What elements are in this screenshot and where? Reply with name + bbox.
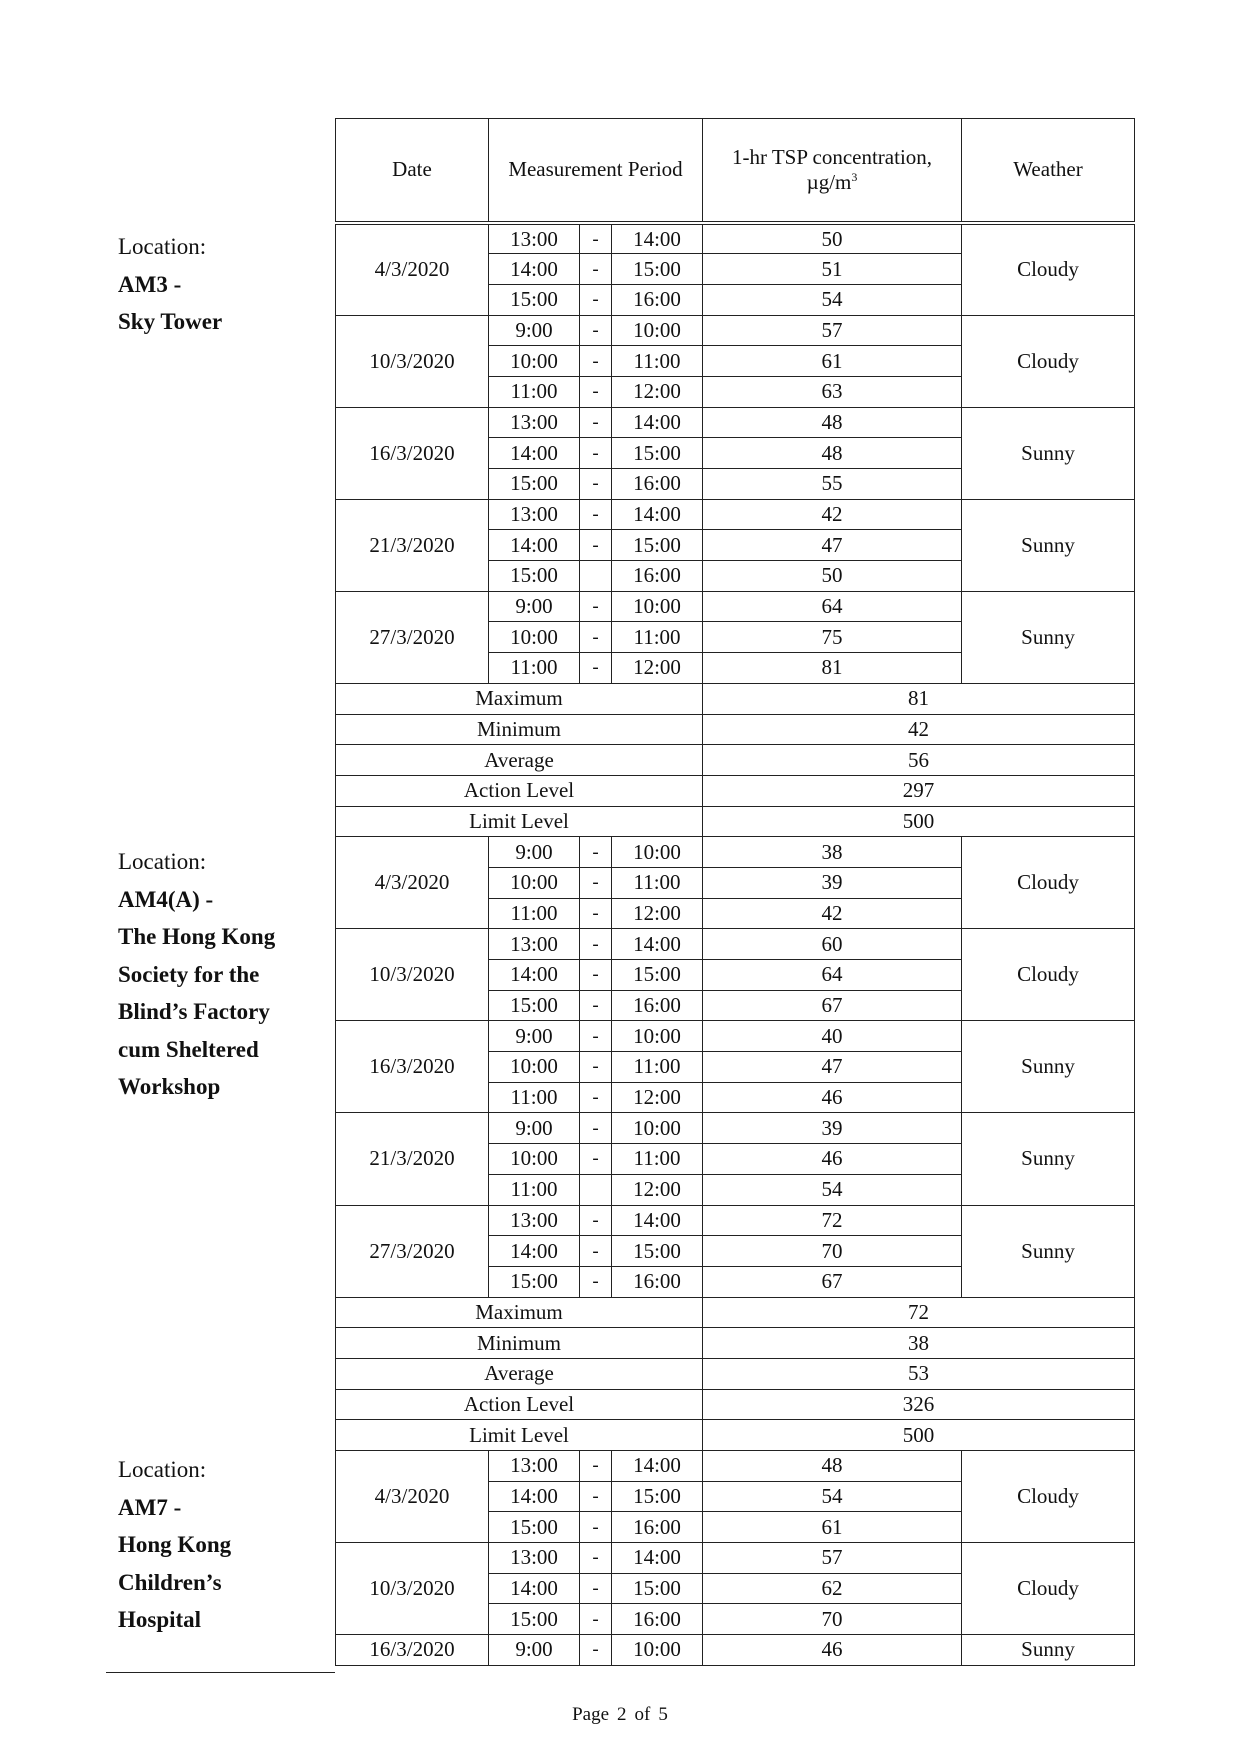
concentration-cell: 67	[703, 1266, 962, 1297]
period-separator-cell: -	[580, 1236, 612, 1267]
weather-cell: Sunny	[962, 499, 1135, 591]
concentration-cell: 39	[703, 1113, 962, 1144]
period-to-cell: 10:00	[612, 1021, 703, 1052]
period-from-cell: 10:00	[489, 1144, 580, 1175]
period-from-cell: 14:00	[489, 1236, 580, 1267]
period-to-cell: 12:00	[612, 898, 703, 929]
period-from-cell: 14:00	[489, 1573, 580, 1604]
location-name-line: cum Sheltered	[118, 1036, 259, 1062]
period-separator-cell: -	[580, 929, 612, 960]
period-separator-cell: -	[580, 837, 612, 868]
table-row	[336, 591, 1135, 622]
period-separator-cell: -	[580, 960, 612, 991]
location-label: Location:	[118, 849, 207, 874]
weather-cell: Cloudy	[962, 929, 1135, 1021]
date-cell: 4/3/2020	[336, 1451, 489, 1543]
period-from-cell: 13:00	[489, 1543, 580, 1574]
period-separator-cell: -	[580, 591, 612, 622]
period-from-cell: 14:00	[489, 1481, 580, 1512]
location-code: AM3 -	[118, 271, 182, 297]
concentration-cell: 57	[703, 1543, 962, 1574]
concentration-cell: 54	[703, 1481, 962, 1512]
summary-value-cell: 42	[703, 714, 1135, 745]
summary-row	[336, 714, 1135, 745]
period-to-cell: 10:00	[612, 837, 703, 868]
period-separator-cell: -	[580, 990, 612, 1021]
summary-label-cell: Average	[336, 745, 703, 776]
period-from-cell: 11:00	[489, 653, 580, 684]
period-to-cell: 16:00	[612, 990, 703, 1021]
concentration-cell: 64	[703, 591, 962, 622]
summary-row	[336, 1389, 1135, 1420]
date-cell: 4/3/2020	[336, 223, 489, 315]
period-separator-cell: -	[580, 1052, 612, 1083]
concentration-header	[703, 119, 962, 224]
period-from-cell: 10:00	[489, 867, 580, 898]
period-from-cell: 15:00	[489, 561, 580, 592]
period-to-cell: 15:00	[612, 1236, 703, 1267]
period-from-cell: 9:00	[489, 1635, 580, 1666]
period-separator-cell: -	[580, 530, 612, 561]
period-from-cell: 11:00	[489, 1174, 580, 1205]
concentration-cell: 50	[703, 223, 962, 254]
summary-value-cell: 72	[703, 1297, 1135, 1328]
table-row	[336, 1113, 1135, 1144]
summary-row	[336, 775, 1135, 806]
period-from-cell: 9:00	[489, 1113, 580, 1144]
period-from-cell: 10:00	[489, 622, 580, 653]
summary-value-cell: 38	[703, 1328, 1135, 1359]
table-row	[336, 315, 1135, 346]
summary-row	[336, 806, 1135, 837]
period-separator-cell: -	[580, 469, 612, 500]
period-to-cell: 14:00	[612, 407, 703, 438]
table-body	[336, 223, 1135, 1665]
concentration-cell: 38	[703, 837, 962, 868]
period-header: Measurement Period	[489, 119, 703, 224]
period-separator-cell: -	[580, 407, 612, 438]
period-to-cell: 16:00	[612, 1604, 703, 1635]
location-name-line: Hospital	[118, 1607, 202, 1632]
concentration-cell: 46	[703, 1144, 962, 1175]
weather-cell: Sunny	[962, 1635, 1135, 1666]
concentration-cell: 48	[703, 407, 962, 438]
date-cell: 10/3/2020	[336, 929, 489, 1021]
concentration-header-text: 1-hr TSP concentration,	[731, 144, 933, 169]
weather-cell: Cloudy	[962, 1543, 1135, 1635]
location-code: AM7 -	[118, 1494, 182, 1520]
period-to-cell: 10:00	[612, 591, 703, 622]
period-to-cell: 14:00	[612, 223, 703, 254]
summary-value-cell: 81	[703, 683, 1135, 714]
period-separator-cell: -	[580, 1144, 612, 1175]
date-cell: 10/3/2020	[336, 1543, 489, 1635]
concentration-cell: 70	[703, 1604, 962, 1635]
period-separator-cell: -	[580, 1635, 612, 1666]
period-to-cell: 14:00	[612, 499, 703, 530]
period-separator-cell: -	[580, 376, 612, 407]
concentration-cell: 47	[703, 1052, 962, 1083]
summary-label-cell: Action Level	[336, 1389, 703, 1420]
summary-label-cell: Minimum	[336, 1328, 703, 1359]
period-from-cell: 14:00	[489, 960, 580, 991]
concentration-cell: 40	[703, 1021, 962, 1052]
summary-label-cell: Maximum	[336, 1297, 703, 1328]
period-to-cell: 10:00	[612, 1635, 703, 1666]
footer-page-word: Page	[572, 1704, 610, 1725]
location-code: AM4(A) -	[118, 886, 214, 912]
footer-page-number: 2	[617, 1704, 627, 1725]
table-header-row	[336, 119, 1135, 224]
period-from-cell: 11:00	[489, 1082, 580, 1113]
period-from-cell: 9:00	[489, 315, 580, 346]
period-to-cell: 11:00	[612, 346, 703, 377]
footer-total-pages: 5	[658, 1704, 668, 1725]
period-from-cell: 10:00	[489, 1052, 580, 1083]
location-label: Location:	[118, 234, 207, 259]
summary-label-cell: Average	[336, 1358, 703, 1389]
date-cell: 16/3/2020	[336, 407, 489, 499]
summary-label-cell: Action Level	[336, 775, 703, 806]
period-separator-cell: -	[580, 346, 612, 377]
period-to-cell: 16:00	[612, 1512, 703, 1543]
period-to-cell: 15:00	[612, 438, 703, 469]
summary-row	[336, 1328, 1135, 1359]
period-to-cell: 11:00	[612, 1144, 703, 1175]
summary-value-cell: 53	[703, 1358, 1135, 1389]
period-separator-cell: -	[580, 898, 612, 929]
period-to-cell: 15:00	[612, 530, 703, 561]
concentration-cell: 46	[703, 1082, 962, 1113]
period-separator-cell	[580, 561, 612, 592]
period-to-cell: 11:00	[612, 1052, 703, 1083]
table-row	[336, 223, 1135, 254]
period-from-cell: 11:00	[489, 898, 580, 929]
period-separator-cell	[580, 1174, 612, 1205]
date-cell: 21/3/2020	[336, 499, 489, 591]
period-from-cell: 13:00	[489, 499, 580, 530]
period-to-cell: 11:00	[612, 867, 703, 898]
period-to-cell: 12:00	[612, 376, 703, 407]
period-separator-cell: -	[580, 1266, 612, 1297]
weather-cell: Cloudy	[962, 315, 1135, 407]
concentration-cell: 81	[703, 653, 962, 684]
period-to-cell: 14:00	[612, 1205, 703, 1236]
period-separator-cell: -	[580, 622, 612, 653]
location-name-line: Children’s	[118, 1569, 222, 1595]
concentration-cell: 60	[703, 929, 962, 960]
period-from-cell: 15:00	[489, 1512, 580, 1543]
date-cell: 4/3/2020	[336, 837, 489, 929]
date-cell: 16/3/2020	[336, 1021, 489, 1113]
concentration-unit-sup: 3	[851, 170, 858, 184]
period-from-cell: 15:00	[489, 284, 580, 315]
period-separator-cell: -	[580, 284, 612, 315]
period-separator-cell: -	[580, 315, 612, 346]
period-to-cell: 14:00	[612, 1543, 703, 1574]
table-row	[336, 407, 1135, 438]
period-to-cell: 15:00	[612, 960, 703, 991]
concentration-cell: 63	[703, 376, 962, 407]
date-cell: 27/3/2020	[336, 1205, 489, 1297]
location-name-line: Hong Kong	[118, 1532, 232, 1557]
table-row	[336, 837, 1135, 868]
table-bottom-rule	[106, 1672, 335, 1673]
page-footer	[0, 1704, 1240, 1726]
period-separator-cell: -	[580, 653, 612, 684]
period-separator-cell: -	[580, 254, 612, 285]
summary-label-cell: Maximum	[336, 683, 703, 714]
concentration-cell: 47	[703, 530, 962, 561]
period-from-cell: 9:00	[489, 1021, 580, 1052]
period-from-cell: 13:00	[489, 1205, 580, 1236]
period-to-cell: 14:00	[612, 929, 703, 960]
concentration-cell: 57	[703, 315, 962, 346]
period-to-cell: 10:00	[612, 315, 703, 346]
summary-label-cell: Limit Level	[336, 1420, 703, 1451]
concentration-cell: 55	[703, 469, 962, 500]
concentration-cell: 75	[703, 622, 962, 653]
table-row	[336, 1635, 1135, 1666]
period-to-cell: 12:00	[612, 653, 703, 684]
date-cell: 27/3/2020	[336, 591, 489, 683]
concentration-cell: 42	[703, 898, 962, 929]
table-row	[336, 1543, 1135, 1574]
period-to-cell: 14:00	[612, 1451, 703, 1482]
footer-of-word: of	[634, 1704, 651, 1725]
weather-cell: Cloudy	[962, 837, 1135, 929]
location-am4a	[118, 843, 324, 1106]
period-from-cell: 13:00	[489, 223, 580, 254]
period-from-cell: 9:00	[489, 591, 580, 622]
concentration-cell: 39	[703, 867, 962, 898]
period-separator-cell: -	[580, 1451, 612, 1482]
summary-label-cell: Minimum	[336, 714, 703, 745]
concentration-cell: 46	[703, 1635, 962, 1666]
weather-cell: Cloudy	[962, 223, 1135, 315]
concentration-unit: µg/m	[806, 170, 852, 194]
location-name-line: Sky Tower	[118, 309, 223, 334]
concentration-cell: 50	[703, 561, 962, 592]
period-to-cell: 15:00	[612, 1573, 703, 1604]
date-cell: 16/3/2020	[336, 1635, 489, 1666]
concentration-cell: 64	[703, 960, 962, 991]
table-row	[336, 1205, 1135, 1236]
summary-value-cell: 326	[703, 1389, 1135, 1420]
period-from-cell: 9:00	[489, 837, 580, 868]
concentration-cell: 70	[703, 1236, 962, 1267]
period-separator-cell: -	[580, 1604, 612, 1635]
period-separator-cell: -	[580, 1021, 612, 1052]
period-to-cell: 16:00	[612, 561, 703, 592]
period-from-cell: 13:00	[489, 929, 580, 960]
tsp-results-table	[335, 118, 1135, 1666]
concentration-cell: 62	[703, 1573, 962, 1604]
table-row	[336, 929, 1135, 960]
location-name-line: Workshop	[118, 1074, 221, 1099]
summary-row	[336, 683, 1135, 714]
period-separator-cell: -	[580, 1082, 612, 1113]
period-separator-cell: -	[580, 1573, 612, 1604]
period-separator-cell: -	[580, 438, 612, 469]
period-to-cell: 16:00	[612, 284, 703, 315]
period-from-cell: 10:00	[489, 346, 580, 377]
period-from-cell: 15:00	[489, 990, 580, 1021]
period-from-cell: 15:00	[489, 469, 580, 500]
period-to-cell: 10:00	[612, 1113, 703, 1144]
concentration-cell: 54	[703, 284, 962, 315]
period-separator-cell: -	[580, 1543, 612, 1574]
summary-row	[336, 1358, 1135, 1389]
weather-cell: Sunny	[962, 407, 1135, 499]
date-header: Date	[336, 119, 489, 224]
summary-value-cell: 56	[703, 745, 1135, 776]
period-separator-cell: -	[580, 1512, 612, 1543]
concentration-cell: 48	[703, 438, 962, 469]
period-separator-cell: -	[580, 867, 612, 898]
period-to-cell: 16:00	[612, 1266, 703, 1297]
concentration-cell: 54	[703, 1174, 962, 1205]
weather-cell: Sunny	[962, 591, 1135, 683]
table-row	[336, 499, 1135, 530]
period-from-cell: 13:00	[489, 1451, 580, 1482]
period-from-cell: 13:00	[489, 407, 580, 438]
concentration-cell: 48	[703, 1451, 962, 1482]
period-separator-cell: -	[580, 1113, 612, 1144]
period-from-cell: 15:00	[489, 1266, 580, 1297]
location-label: Location:	[118, 1457, 207, 1482]
period-to-cell: 16:00	[612, 469, 703, 500]
summary-label-cell: Limit Level	[336, 806, 703, 837]
concentration-cell: 51	[703, 254, 962, 285]
weather-cell: Sunny	[962, 1021, 1135, 1113]
summary-row	[336, 1297, 1135, 1328]
period-separator-cell: -	[580, 223, 612, 254]
table-row	[336, 1451, 1135, 1482]
concentration-cell: 67	[703, 990, 962, 1021]
period-from-cell: 15:00	[489, 1604, 580, 1635]
date-cell: 21/3/2020	[336, 1113, 489, 1205]
period-from-cell: 14:00	[489, 530, 580, 561]
location-name-line: Blind’s Factory	[118, 999, 270, 1024]
concentration-cell: 72	[703, 1205, 962, 1236]
concentration-cell: 42	[703, 499, 962, 530]
summary-row	[336, 745, 1135, 776]
concentration-cell: 61	[703, 346, 962, 377]
date-cell: 10/3/2020	[336, 315, 489, 407]
weather-cell: Sunny	[962, 1205, 1135, 1297]
weather-cell: Cloudy	[962, 1451, 1135, 1543]
period-to-cell: 12:00	[612, 1082, 703, 1113]
period-separator-cell: -	[580, 499, 612, 530]
location-am7	[118, 1451, 324, 1639]
concentration-cell: 61	[703, 1512, 962, 1543]
period-from-cell: 11:00	[489, 376, 580, 407]
location-am3	[118, 228, 324, 341]
period-separator-cell: -	[580, 1481, 612, 1512]
table-row	[336, 1021, 1135, 1052]
summary-value-cell: 500	[703, 806, 1135, 837]
location-name-line: The Hong Kong	[118, 924, 276, 949]
period-to-cell: 15:00	[612, 1481, 703, 1512]
location-name-line: Society for the	[118, 961, 260, 987]
summary-value-cell: 500	[703, 1420, 1135, 1451]
weather-cell: Sunny	[962, 1113, 1135, 1205]
period-from-cell: 14:00	[489, 254, 580, 285]
period-to-cell: 12:00	[612, 1174, 703, 1205]
period-from-cell: 14:00	[489, 438, 580, 469]
summary-value-cell: 297	[703, 775, 1135, 806]
summary-row	[336, 1420, 1135, 1451]
period-separator-cell: -	[580, 1205, 612, 1236]
weather-header: Weather	[962, 119, 1135, 224]
period-to-cell: 15:00	[612, 254, 703, 285]
period-to-cell: 11:00	[612, 622, 703, 653]
